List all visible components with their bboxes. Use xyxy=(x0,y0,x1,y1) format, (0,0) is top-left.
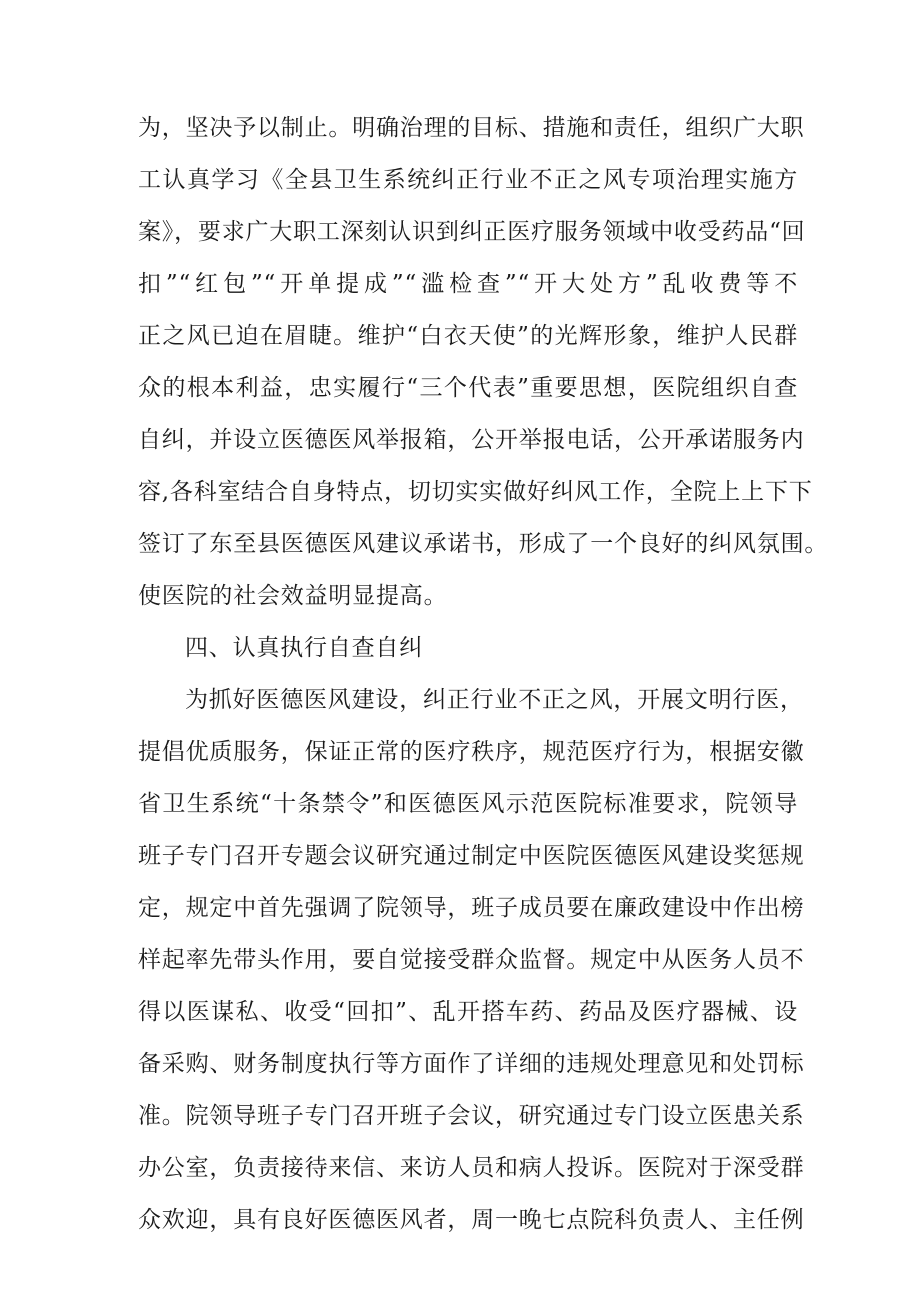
text-line: 为抓好医德医风建设，纠正行业不正之风，开展文明行医， xyxy=(185,687,804,713)
text-line: 得以医谋私、收受“回扣”、乱开搭车药、药品及医疗器械、设 xyxy=(138,999,798,1025)
text-line: 班子专门召开专题会议研究通过制定中医院医德医风建设奖惩规 xyxy=(138,843,805,869)
text-line: 办公室，负责接待来信、来访人员和病人投诉。医院对于深受群 xyxy=(138,1155,805,1181)
text-line: 容,各科室结合自身特点，切切实实做好纠风工作，全院上上下下 xyxy=(138,479,813,505)
text-line: 样起率先带头作用，要自觉接受群众监督。规定中从医务人员不 xyxy=(138,947,805,973)
text-line: 扣”“红包”“开单提成”“滥检查”“开大处方”乱收费等不 xyxy=(138,271,798,297)
text-line: 定，规定中首先强调了院领导，班子成员要在廉政建设中作出榜 xyxy=(138,895,805,921)
text-line: 众的根本利益，忠实履行“三个代表”重要思想，医院组织自查 xyxy=(138,375,798,401)
text-line: 众欢迎，具有良好医德医风者，周一晚七点院科负责人、主任例 xyxy=(138,1207,805,1233)
text-line: 正之风已迫在眉睫。维护“白衣天使”的光辉形象，维护人民群 xyxy=(138,323,798,349)
text-line: 为，坚决予以制止。明确治理的目标、措施和责任，组织广大职 xyxy=(138,115,805,141)
text-line: 案》，要求广大职工深刻认识到纠正医疗服务领域中收受药品“回 xyxy=(138,219,806,245)
text-line: 签订了东至县医德医风建议承诺书，形成了一个良好的纠风氛围。 xyxy=(138,531,829,557)
text-line: 提倡优质服务，保证正常的医疗秩序，规范医疗行为，根据安徽 xyxy=(138,739,805,765)
section-heading: 四、认真执行自查自纠 xyxy=(185,635,423,661)
text-line: 自纠，并设立医德医风举报箱，公开举报电话，公开承诺服务内 xyxy=(138,427,805,453)
text-line: 使医院的社会效益明显提高。 xyxy=(138,583,448,609)
text-line: 准。院领导班子专门召开班子会议，研究通过专门设立医患关系 xyxy=(138,1103,805,1129)
text-line: 工认真学习《全县卫生系统纠正行业不正之风专项治理实施方 xyxy=(138,167,798,193)
text-line: 省卫生系统“十条禁令”和医德医风示范医院标准要求，院领导 xyxy=(138,791,798,817)
text-line: 备采购、财务制度执行等方面作了详细的违规处理意见和处罚标 xyxy=(138,1051,805,1077)
